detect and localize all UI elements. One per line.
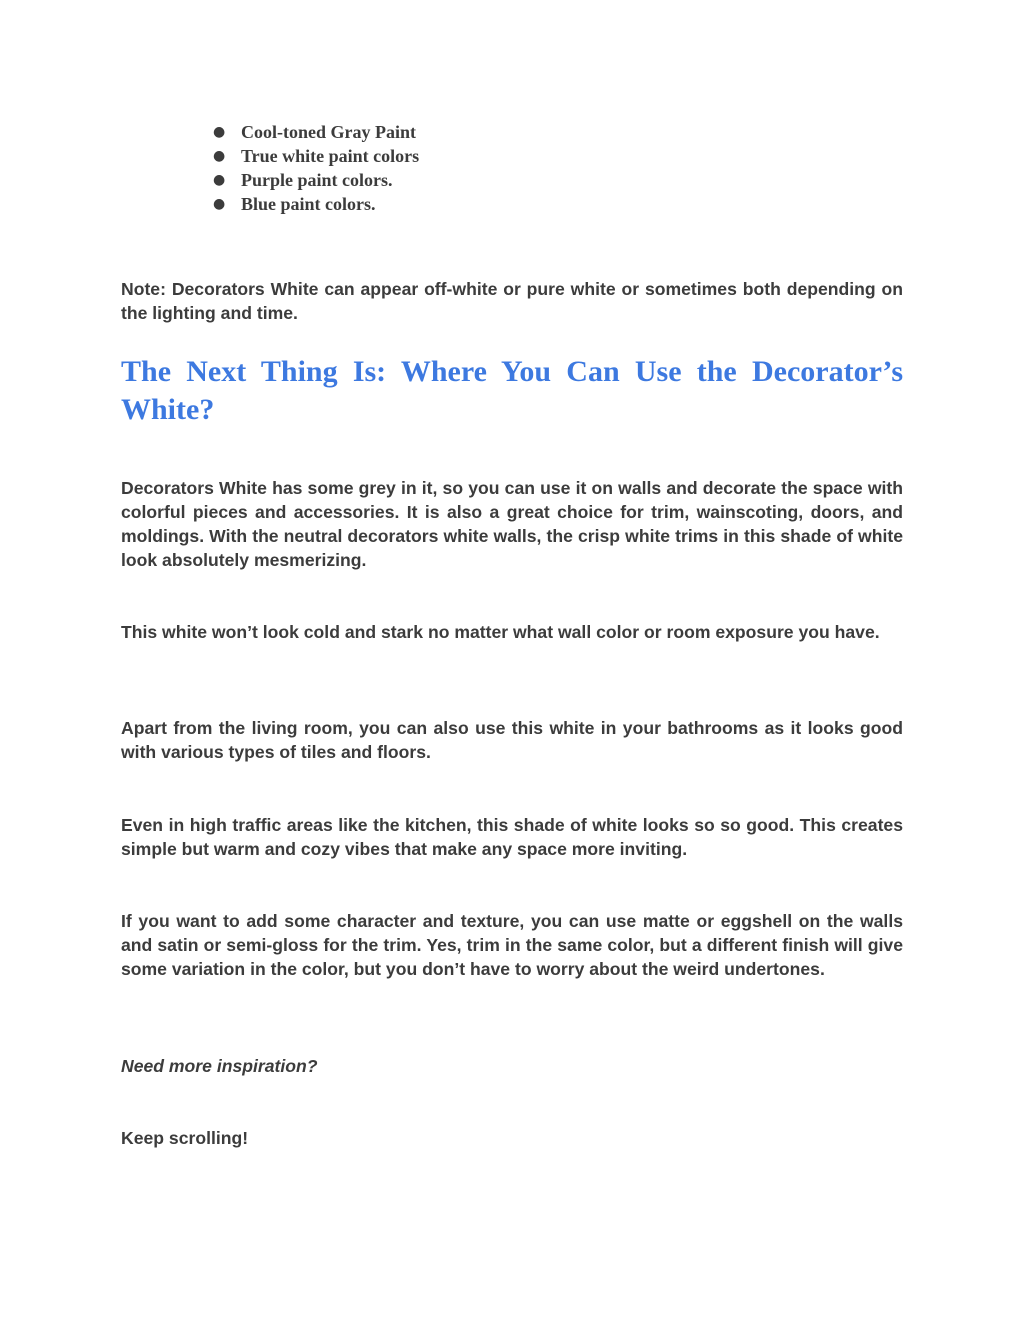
paragraph-room-exposure: This white won’t look cold and stark no matter what wall color or room exposure you have. <box>121 622 880 642</box>
bullet-icon: ● <box>213 124 226 140</box>
paragraph-bathrooms: Apart from the living room, you can also use this white in your bathrooms as it looks good with various types of tiles and floors. <box>121 718 903 762</box>
paragraph-inspiration: Need more inspiration? <box>121 1056 318 1076</box>
bullet-icon: ● <box>213 148 226 164</box>
list-item-text: True white paint colors <box>241 146 420 166</box>
list-item <box>211 168 419 192</box>
paragraph-walls-and-trim: Decorators White has some grey in it, so you can use it on walls and decorate the space with colorful pieces and accessories. It is also a great choice for trim, wainscoting, doors, and moldings. With the neutral decorators white walls, the crisp white trims in this shade of white look absolutely mesmerizing. <box>121 478 903 570</box>
paragraph-finishes: If you want to add some character and texture, you can use matte or eggshell on the walls and satin or semi-gloss for the trim. Yes, trim in the same color, but a different finish will give some variation in the color, but you don’t have to worry about the weird undertones. <box>121 911 903 979</box>
document-page <box>121 0 903 1325</box>
bullet-icon: ● <box>213 196 226 212</box>
list-item-text: Cool-toned Gray Paint <box>241 122 416 142</box>
list-item <box>211 144 419 168</box>
list-item-text: Purple paint colors. <box>241 170 393 190</box>
note-paragraph: Note: Decorators White can appear off-white or pure white or sometimes both depending on the lighting and time. <box>121 279 903 323</box>
list-item <box>211 120 419 144</box>
list-item <box>211 192 419 216</box>
list-item-text: Blue paint colors. <box>241 194 376 214</box>
paragraph-kitchen: Even in high traffic areas like the kitchen, this shade of white looks so so good. This creates simple but warm and cozy vibes that make any space more inviting. <box>121 815 903 859</box>
bullet-icon: ● <box>213 172 226 188</box>
paragraph-keep-scrolling: Keep scrolling! <box>121 1128 249 1148</box>
paint-colors-list <box>211 120 419 216</box>
section-heading: The Next Thing Is: Where You Can Use the Decorator’s White? <box>121 355 903 426</box>
